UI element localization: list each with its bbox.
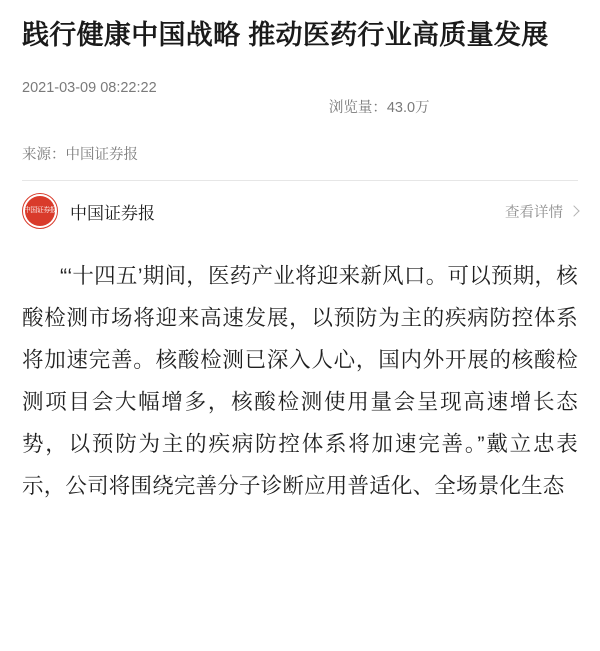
publish-timestamp: 2021-03-09 08:22:22 xyxy=(22,80,157,96)
chevron-right-icon xyxy=(568,205,579,216)
article-meta xyxy=(22,80,578,133)
view-count-value: 43.0万 xyxy=(386,100,430,116)
body-paragraph xyxy=(22,255,578,507)
source-logo-text: 中国证券报 xyxy=(23,207,57,214)
view-count-label: 浏览量： xyxy=(328,100,387,116)
view-detail-label: 查看详情 xyxy=(505,204,563,221)
article-source-line: 来源：中国证券报 xyxy=(22,147,138,163)
source-logo-icon xyxy=(22,193,58,229)
view-detail-link[interactable] xyxy=(505,201,578,222)
body-paragraph-text: “‘十四五’期间，医药产业将迎来新风口。可以预期，核酸检测市场将迎来高速发展，以预防为主的疾病防控体系将加速完善。核酸检测已深入人心，国内外开展的核酸检测项目会大幅增多，核酸检测使用量会呈现高速增长态势，以预防为主的疾病防控体系将加速完善。”戴立忠表示，公司将围绕完善分子诊断应用普适化、全场景化生态 xyxy=(22,264,578,498)
article-body xyxy=(22,255,578,507)
view-count xyxy=(305,80,430,133)
source-card[interactable] xyxy=(22,181,578,241)
page-title: 践行健康中国战略 推动医药行业高质量发展 xyxy=(22,20,549,50)
source-name: 中国证券报 xyxy=(70,203,155,223)
